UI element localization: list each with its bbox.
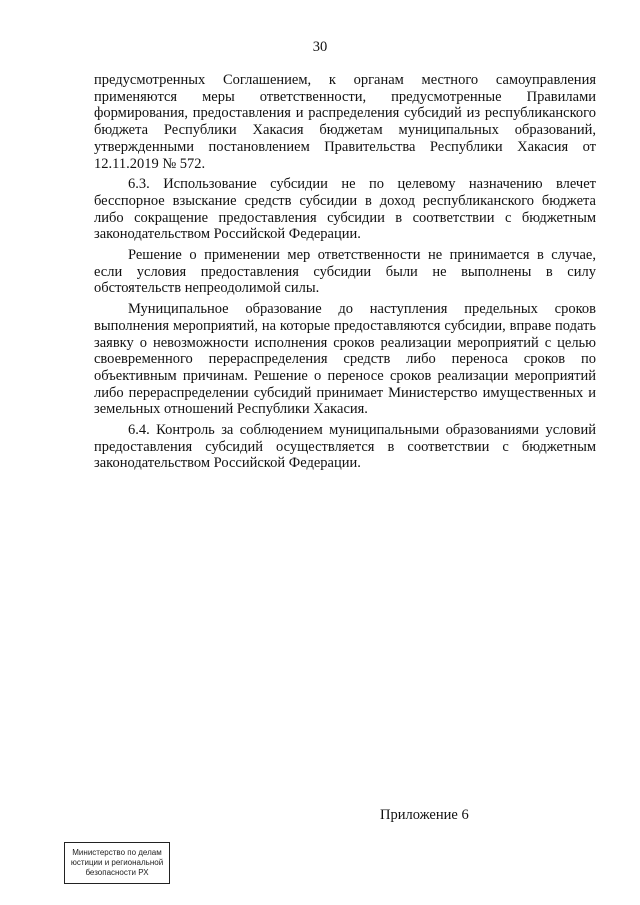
stamp-line-2: юстиции и региональной	[70, 858, 164, 867]
paragraph-6-4: 6.4. Контроль за соблюдением муниципальными образованиями условий предоставления субсидий осуществляется в соответствии с бюджетным законодательством Российской Федерации.	[94, 422, 596, 472]
document-body	[94, 72, 596, 476]
ministry-stamp	[64, 842, 170, 884]
stamp-line-1: Министерство по делам	[72, 848, 162, 857]
paragraph-deadline-transfer: Муниципальное образование до наступления предельных сроков выполнения мероприятий, на которые предоставляются субсидии, вправе подать заявку о невозможности исполнения сроков реализации мероприятий с целью своевременного перераспределения средств либо переноса сроков по объективным причинам. Решение о переносе сроков реализации мероприятий либо перераспределении субсидий принимает Министерство имущественных и земельных отношений Республики Хакасия.	[94, 301, 596, 418]
paragraph-force-majeure: Решение о применении мер ответственности не принимается в случае, если условия предоставления субсидии были не выполнены в силу обстоятельств непреодолимой силы.	[94, 247, 596, 297]
paragraph-continuation: предусмотренных Соглашением, к органам местного самоуправления применяются меры ответственности, предусмотренные Правилами формирования, предоставления и распределения субсидий из республиканского бюджета Республики Хакасия бюджетам муниципальных образований, утвержденными постановлением Правительства Республики Хакасия от 12.11.2019 № 572.	[94, 72, 596, 172]
paragraph-6-3: 6.3. Использование субсидии не по целевому назначению влечет бесспорное взыскание средств субсидии в доход республиканского бюджета либо сокращение предоставления субсидии в соответствии с бюджетным законодательством Российской Федерации.	[94, 176, 596, 243]
stamp-line-3: безопасности РХ	[85, 868, 149, 877]
attachment-label: Приложение 6	[380, 807, 469, 823]
page-number: 30	[312, 39, 328, 55]
